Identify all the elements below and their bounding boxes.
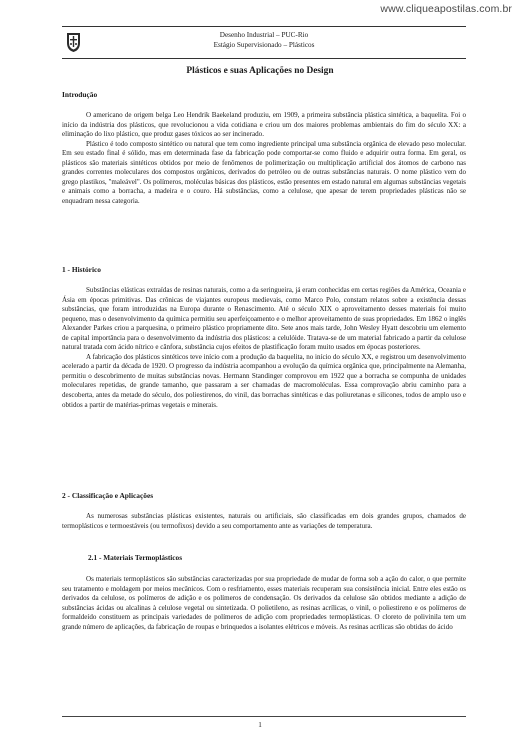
paragraph: Substâncias elásticas extraídas de resinas naturais, como a da seringueira, já eram conhecidas em certas regiões da América, Oceania e Ásia em épocas primitivas. Das crônicas de viajantes europeus medievais, como Marco Polo, constam relatos sobre a existência dessas substâncias, que foram introduzidas na Europa durante o Renascimento. Até o século XIX o aproveitamento desses materiais foi muito pequeno, mas o desenvolvimento da química permitiu seu aperfeiçoamento e o melhor aproveitamento de suas propriedades. Em 1862 o inglês Alexander Parkes criou a parquesina, o primeiro plástico propriamente dito. Sete anos mais tarde, John Wesley Hyatt descobriu um elemento de capital importância para o desenvolvimento da indústria dos plásticos: a celulóide. Tratava-se de um material fabricado a partir da celulose natural tratada com ácido nítrico e cânfora, substância cujos efeitos de plastificação foram muito usados em épocas posteriores. xyxy=(62,286,466,352)
heading-historico: 1 - Histórico xyxy=(62,265,101,274)
page-number: 1 xyxy=(258,721,262,729)
historico-section xyxy=(62,286,466,410)
paragraph: A fabricação dos plásticos sintéticos teve início com a produção da baquelita, no início do século XX, e registrou um desenvolvimento acelerado a partir da década de 1920. O progresso da indústria acompanhou a evolução da química orgânica que, principalmente na Alemanha, permitiu o descobrimento de muitas substâncias novas. Hermann Standinger comprovou em 1922 que a borracha se compunha de unidades moleculares repetidas, de grande tamanho, que passaram a ser chamadas de macromoléculas. Essa comprovação abriu caminho para a descoberta, antes da metade do século, dos poliestirenos, do vinil, das borrachas sintéticas e das poliuretanas e silicones, todos de amplo uso e obtidos a partir de matérias-primas vegetais e minerais. xyxy=(62,352,466,409)
header-line-2: Estágio Supervisionado – Plásticos xyxy=(213,41,315,49)
site-watermark: www.cliqueapostilas.com.br xyxy=(380,3,512,15)
header-line-1: Desenho Industrial – PUC-Rio xyxy=(219,31,309,39)
intro-section xyxy=(62,111,466,206)
termoplasticos-section xyxy=(62,575,466,632)
classificacao-section xyxy=(62,512,466,531)
paragraph: As numerosas substâncias plásticas existentes, naturais ou artificiais, são classificadas em dois grandes grupos, chamados de termoplásticos e termoestáveis (ou termofixos) devido a seu comportamento ante as variações de temperatura. xyxy=(62,512,466,530)
footer-divider xyxy=(62,716,466,717)
heading-introducao: Introdução xyxy=(62,90,98,99)
paragraph: Os materiais termoplásticos são substâncias caracterizadas por sua propriedade de mudar de forma sob a ação do calor, o que permite seu tratamento e moldagem por meios mecânicos. Com o resfriamento, esses materiais recuperam sua consistência inicial. Entre eles estão os derivados da celulose, os polímeros de adição e os polímeros de condensação. Os derivados da celulose são obtidos mediante a adição de substâncias ácidas ou alcalinas à celulose vegetal ou sintetizada. O polietileno, as resinas acrílicas, o vinil, o poliestireno e os polímeros de formaldeído constituem as principais variedades de polímeros de adição com propriedades termoplásticas. O cloreto de polivinila tem um grande número de aplicações, da fabricação de roupas e brinquedos a isolantes elétricos e móveis. As resinas acrílicas são obtidas do ácido xyxy=(62,575,466,631)
heading-classificacao: 2 - Classificação e Aplicações xyxy=(62,491,154,500)
page-header xyxy=(62,26,466,59)
document-title: Plásticos e suas Aplicações no Design xyxy=(186,66,334,76)
paragraph: O americano de origem belga Leo Hendrik Baekeland produziu, em 1909, a primeira substância plástica sintética, a baquelita. Foi o início da indústria dos plásticos, que revolucionou a vida cotidiana e criou um dos maiores problemas ambientais do fim do século XX: a eliminação do lixo plástico, que produz gases tóxicos ao ser incinerado. xyxy=(62,111,466,139)
paragraph: Plástico é todo composto sintético ou natural que tem como ingrediente principal uma substância orgânica de elevado peso molecular. Em seu estado final é sólido, mas em determinada fase da fabricação pode comportar-se como fluido e adquirir outra forma. Em geral, os plásticos são materiais sintéticos obtidos por meio de fenômenos de polimerização ou multiplicação artificial dos átomos de carbono nas grandes correntes moleculares dos compostos orgânicos, derivados do petróleo ou de outras substâncias naturais. O nome plástico vem do grego plastikos, "maleável". Os polímeros, moléculas básicas dos plásticos, estão presentes em estado natural em algumas substâncias vegetais e animais como a borracha, a madeira e o couro. Há substâncias, como a celulose, que apesar de terem propriedades plásticas não se enquadram nessa categoria. xyxy=(62,139,466,205)
heading-termoplasticos: 2.1 - Materiais Termoplásticos xyxy=(88,553,183,562)
